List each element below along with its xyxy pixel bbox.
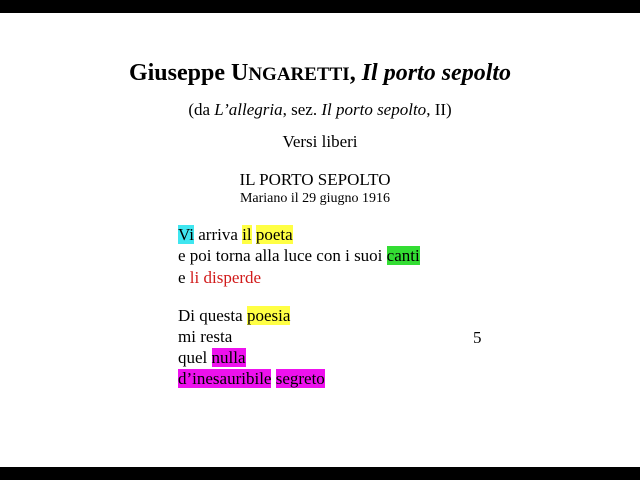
poem-date: Mariano il 29 giugno 1916 xyxy=(239,191,391,206)
poem-line xyxy=(178,267,261,288)
yellow-highlight: poesia xyxy=(246,306,291,325)
poem-text: e poi torna alla luce con i suoi xyxy=(178,246,387,265)
title-comma: , xyxy=(349,60,356,86)
green-highlight: canti xyxy=(386,246,420,265)
source-close: , II) xyxy=(426,100,452,119)
yellow-highlight: poeta xyxy=(255,225,293,244)
author-last-rest: NGARETTI xyxy=(248,64,350,85)
author-first-name: Giuseppe xyxy=(128,60,225,86)
source-reference xyxy=(0,100,640,120)
magenta-highlight: segreto xyxy=(275,369,325,388)
poem-title: IL PORTO SEPOLTO xyxy=(239,170,391,189)
poem-text: e xyxy=(178,268,190,287)
author-last-name xyxy=(231,60,350,86)
author-last-initial: U xyxy=(230,60,249,86)
poem-text: mi resta xyxy=(178,327,233,346)
magenta-highlight: nulla xyxy=(211,348,246,367)
poem-line xyxy=(178,326,232,347)
source-section: Il porto sepolto xyxy=(321,100,427,119)
magenta-highlight: d’inesauribile xyxy=(178,369,272,388)
top-black-bar xyxy=(0,0,640,13)
poem-line xyxy=(178,368,325,389)
poem-text: arriva xyxy=(193,225,243,244)
source-open: (da xyxy=(188,100,215,119)
bottom-black-bar xyxy=(0,467,640,480)
source-middle: , sez. xyxy=(282,100,322,119)
red-text: li disperde xyxy=(189,268,262,287)
page-title xyxy=(0,60,640,87)
yellow-highlight: il xyxy=(242,225,252,244)
poem-text: quel xyxy=(178,348,212,367)
poem-line xyxy=(178,224,293,245)
meter-label: Versi liberi xyxy=(282,132,358,151)
poem-line xyxy=(178,245,420,266)
source-book: L’allegria xyxy=(214,100,283,119)
poem-text: Di questa xyxy=(178,306,247,325)
poem-line xyxy=(178,347,246,368)
poem-line xyxy=(178,305,290,326)
cyan-highlight: Vi xyxy=(178,225,194,244)
work-title: Il porto sepolto xyxy=(361,60,512,86)
line-number: 5 xyxy=(473,328,482,347)
